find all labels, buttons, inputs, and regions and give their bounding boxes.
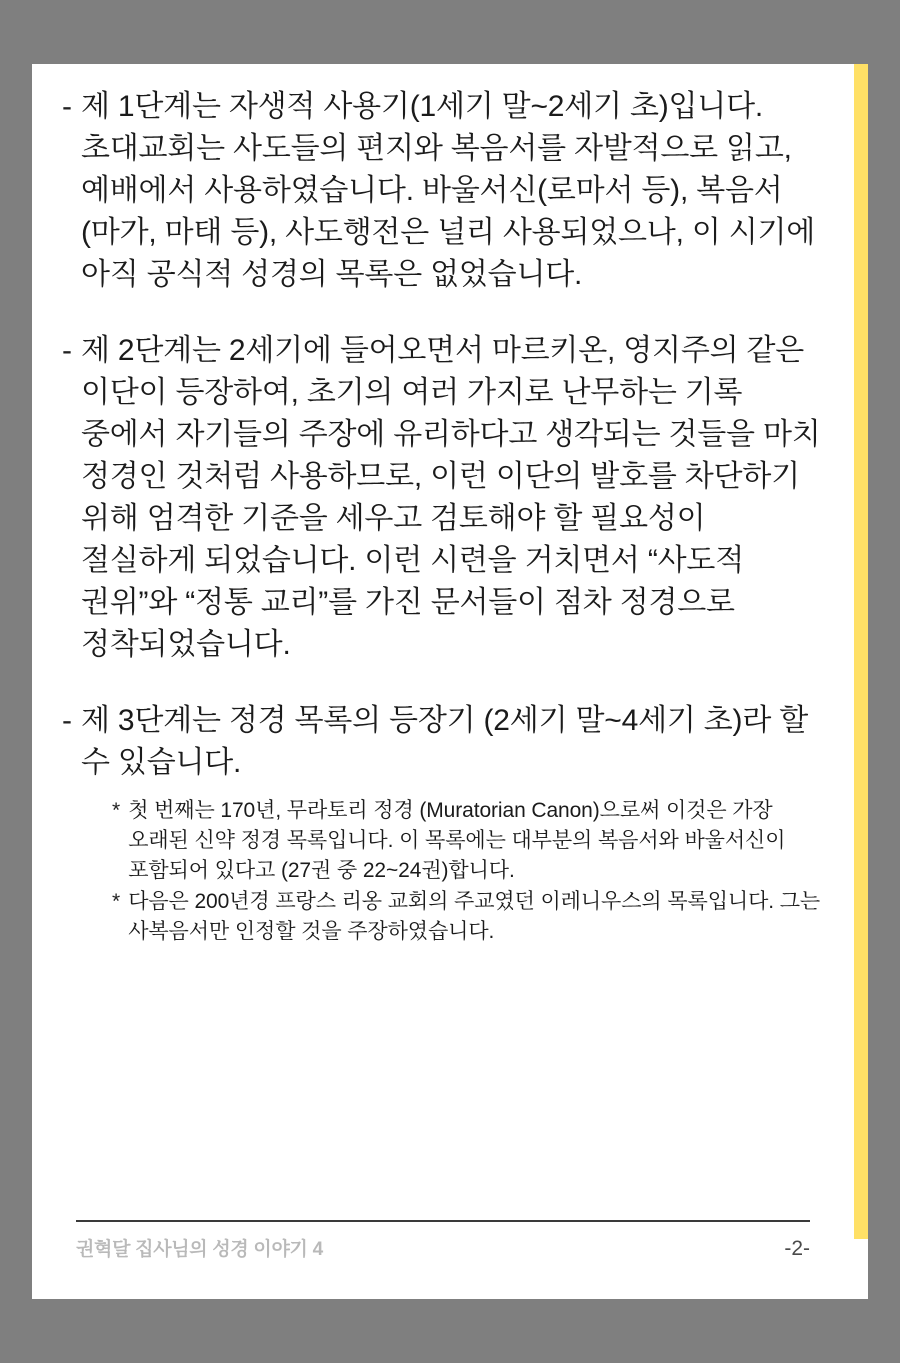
footer-title: 권혁달 집사님의 성경 이야기 4 — [76, 1239, 323, 1260]
list-item — [62, 700, 824, 784]
sub-bullet-marker: * — [112, 799, 121, 822]
page-footer — [76, 1220, 810, 1261]
bullet-marker: - — [62, 90, 72, 123]
bullet-marker: - — [62, 704, 72, 737]
page-number: -2- — [784, 1237, 810, 1260]
sub-bullet-text: 다음은 200년경 프랑스 리옹 교회의 주교였던 이레니우스의 목록입니다. 그는 사복음서만 인정할 것을 주장하였습니다. — [128, 890, 821, 944]
sub-list-item — [112, 887, 824, 947]
bullet-text: 제 2단계는 2세기에 들어오면서 마르키온, 영지주의 같은 이단이 등장하여, 초기의 여러 가지로 난무하는 기록 중에서 자기들의 주장에 유리하다고 생각되는 것들을 마치 정경인 것처럼 사용하므로, 이런 이단의 발호를 차단하기 위해 엄격한 기준을 세우고 검토해야 할 필요성이 절실하게 되었습니다. 이런 시련을 거치면서 “사도적 권위”와 “정통 교리”를 가진 문서들이 점차 정경으로 정착되었습니다. — [81, 334, 821, 661]
sub-list-item — [112, 796, 824, 885]
document-page — [32, 64, 868, 1299]
sub-bullet-text: 첫 번째는 170년, 무라토리 정경 (Muratorian Canon)으로써 이것은 가장 오래된 신약 정경 목록입니다. 이 목록에는 대부분의 복음서와 바울서신이 포함되어 있다고 (27권 중 22~24권)합니다. — [128, 799, 786, 882]
accent-bar — [854, 64, 868, 1239]
sub-bullet-marker: * — [112, 890, 121, 914]
sub-list — [62, 796, 824, 947]
list-item — [62, 330, 824, 666]
bullet-text: 제 1단계는 자생적 사용기(1세기 말~2세기 초)입니다. 초대교회는 사도들의 편지와 복음서를 자발적으로 읽고, 예배에서 사용하였습니다. 바울서신(로마서 등), 복음서(마가, 마태 등), 사도행전은 널리 사용되었으나, 이 시기에 아직 공식적 성경의 목록은 없었습니다. — [81, 90, 816, 291]
footer-row — [76, 1222, 810, 1261]
bullet-text: 제 3단계는 정경 목록의 등장기 (2세기 말~4세기 초)라 할 수 있습니다. — [81, 704, 809, 779]
list-item — [62, 86, 824, 296]
page-content — [32, 64, 854, 949]
bullet-marker: - — [62, 334, 72, 367]
